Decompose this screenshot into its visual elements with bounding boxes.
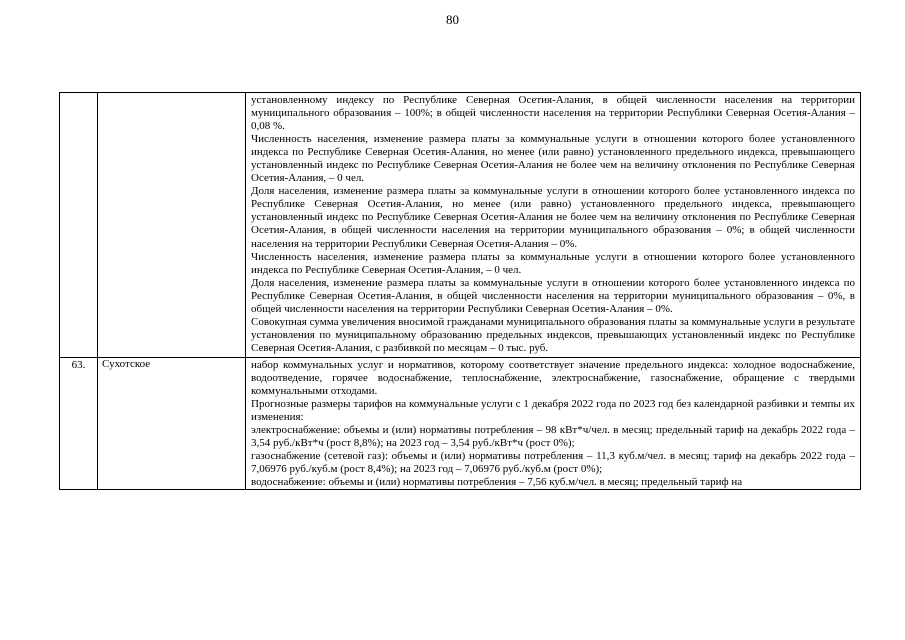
paragraph: Численность населения, изменение размера платы за коммунальные услуги в отношении которого более установленного индекса по Республике Северная Осетия-Алания, но менее (или равно) установленного предельного индекса, превышающего установленный индекс по Республике Северная Осетия-Алания не более чем на величину отклонения по Республике Северная Осетия-Алания, – 0 чел. (251, 133, 855, 185)
municipality-name: Сухотское (102, 357, 151, 370)
paragraph: Численность населения, изменение размера платы за коммунальные услуги в отношении которого более установленного индекса по Республике Северная Осетия-Алания, – 0 чел. (251, 250, 855, 276)
row-number (60, 93, 97, 94)
table-row (60, 357, 861, 489)
description-cell (246, 357, 861, 489)
row-number: 63. (71, 358, 86, 371)
municipality-name-cell (98, 357, 246, 489)
paragraph: газоснабжение (сетевой газ): объемы и (или) нормативы потребления – 11,3 куб.м/чел. в месяц; тариф на декабрь 2022 года – 7,06976 руб./куб.м (рост 8,4%); на 2023 год – 7,06976 руб./куб.м (рост 0%); (251, 450, 855, 476)
paragraph: Доля населения, изменение размера платы за коммунальные услуги в отношении которого более установленного индекса по Республике Северная Осетия-Алания, но менее (или равно) установленного предельного индекса, превышающего установленный индекс по Республике Северная Осетия-Алания не более чем на величину отклонения по Республике Северная Осетия-Алания, в общей численности населения на территории муниципального образования – 0%; в общей численности населения на территории Республики Северная Осетия-Алания – 0%. (251, 185, 855, 250)
paragraph: электроснабжение: объемы и (или) нормативы потребления – 98 кВт*ч/чел. в месяц; предельный тариф на декабрь 2022 года – 3,54 руб./кВт*ч (рост 8,8%); на 2023 год – 3,54 руб./кВт*ч (рост 0%); (251, 424, 855, 450)
table-row (60, 93, 861, 358)
paragraph: Доля населения, изменение размера платы за коммунальные услуги в отношении которого более установленного индекса по Республике Северная Осетия-Алания, в общей численности населения на территории муниципального образования – 0%, в общей численности населения на территории Республики Северная Осетия-Алания – 0%. (251, 276, 855, 315)
page-number: 80 (446, 12, 459, 27)
paragraph: Совокупная сумма увеличения вносимой гражданами муниципального образования платы за коммунальные услуги в результате установления по муниципальному образованию предельных индексов, превышающих установленный индекс по Республике Северная Осетия-Алания, с разбивкой по месяцам – 0 тыс. руб. (251, 315, 855, 354)
row-number-cell (60, 93, 98, 358)
description-cell (246, 93, 861, 358)
paragraph: установленному индексу по Республике Северная Осетия-Алания, в общей численности населения на территории муниципального образования – 100%; в общей численности населения на территории Республики Северная Осетия-Алания – 0,08 %. (251, 94, 855, 133)
paragraph: водоснабжение: объемы и (или) нормативы потребления – 7,56 куб.м/чел. в месяц; предельный тариф на (251, 476, 743, 489)
municipality-name-cell (98, 93, 246, 358)
tariff-table (59, 92, 861, 490)
paragraph: Прогнозные размеры тарифов на коммунальные услуги с 1 декабря 2022 года по 2023 год без календарной разбивки и темпы их изменения: (251, 398, 855, 424)
row-number-cell (60, 357, 98, 489)
paragraph: набор коммунальных услуг и нормативов, которому соответствует значение предельного индекса: холодное водоснабжение, водоотведение, горячее водоснабжение, теплоснабжение, электроснабжение, газоснабжение, обращение с твердыми коммунальными отходами. (251, 358, 855, 398)
